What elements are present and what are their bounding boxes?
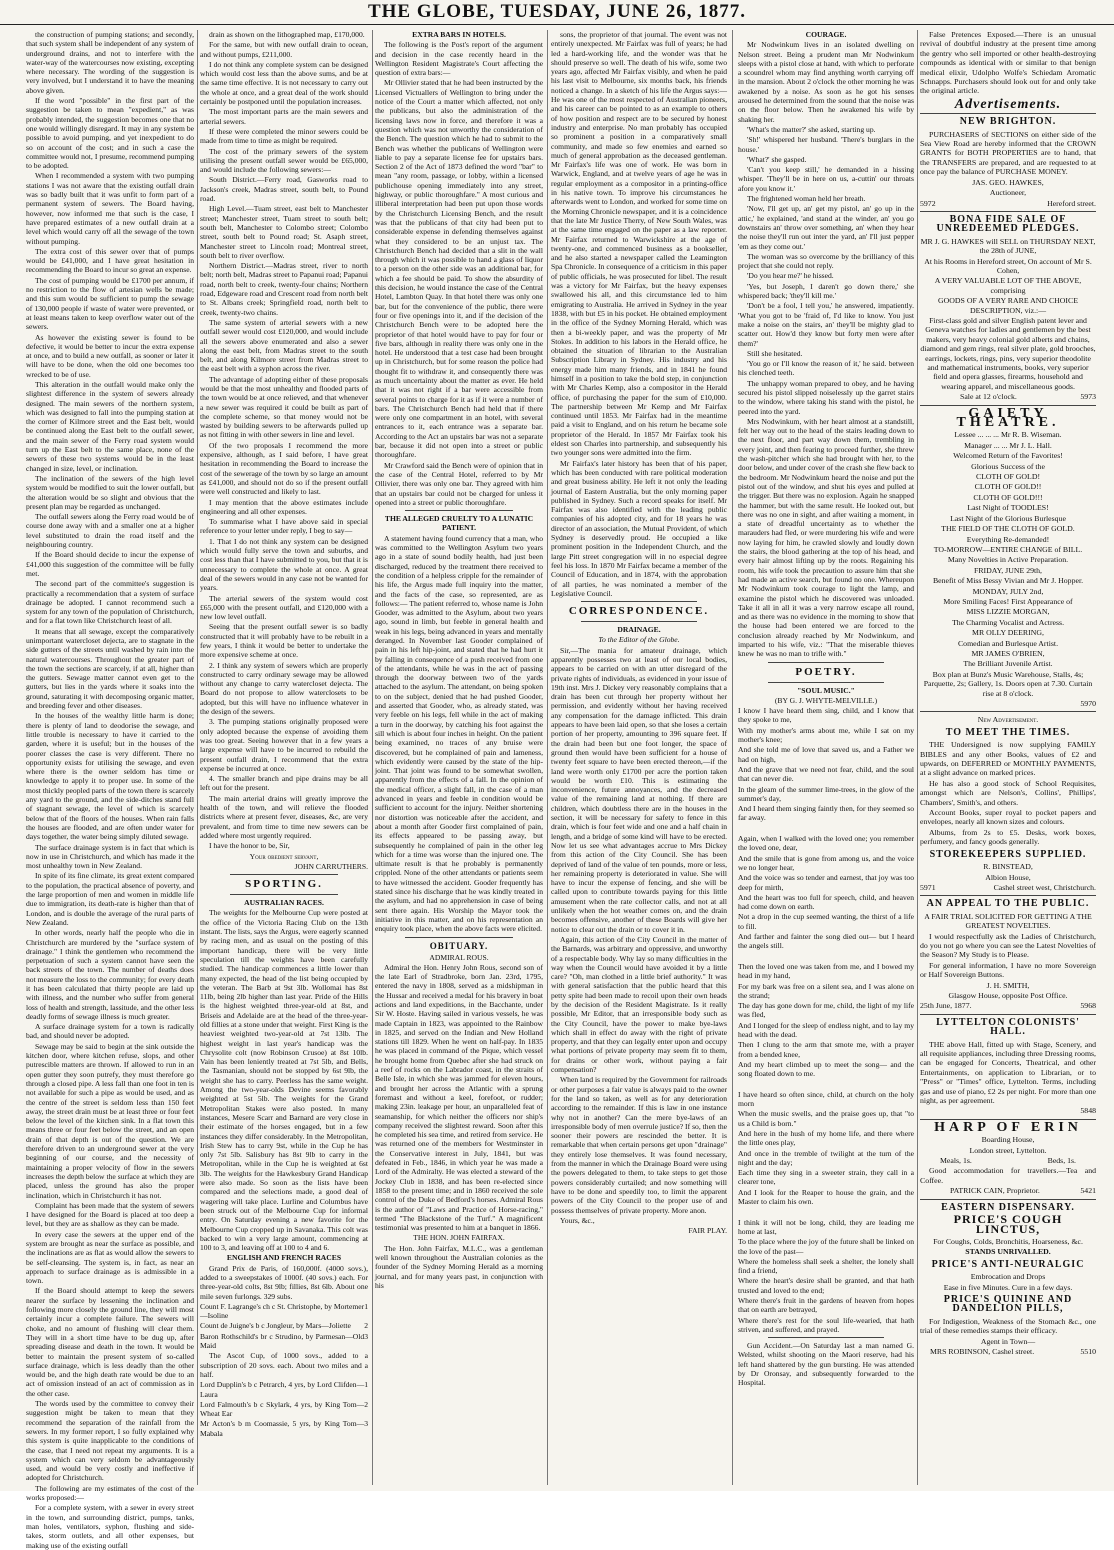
bona-paragraph: MR J. G. HAWKES will SELL on THURSDAY NEXT, the 28th of JUNE,	[920, 236, 1096, 256]
corr-paragraph: When land is required by the Government for railroads or other purposes a fair value is always paid to the owner for the land so taken, as well as for any deterioration according to the remainder. If this is law in one instance why not in another? Can the mere bye-laws of an irresponsible body of men overrule justice? If so, then the sooner their powers are rescinded the better. It is remarkable that when certain persons get upon "drainage" they entirely lose themselves. It was found necessary, from the manner in which the Drainage Board were using the powers delegated to them, to take steps to get those powers considerably curtailed; and now something will have to be done and speedily too, to limit the apparent powers of the City Council to the proper use of and possess themselves of private property. More anon.	[551, 1075, 728, 1215]
times-paragraph: Albums, from 2s to £5. Desks, work boxes, perfumery, and fancy goods generally.	[920, 827, 1096, 847]
gaiety-paragraph: Benefit of Miss Bessy Vivian and Mr J. Hopper.	[932, 576, 1084, 586]
courage-paragraph: Mrs Nodwinkum, with her heart almost at a standstill, felt her way out to the head of the stairs leading down to the next floor, and part way down them, trembling in every joint, and then fearing to proceed further, she threw the wash-pitcher which she had brought with her, to the door below, and under cover of the crash she flew back to the bedroom. Mr Nodwinkum heard the noise and put the pistol out of the window, and shut his eyes and pulled at the trigger. But there was no explosion. Again he snapped the hammer, but with the same result. He looked out, but there was no one in sight, and after waiting a moment, in a state of dreadful uncertainty as to whether the marauders had fled, or were murdering his wife and were now laying for him, he crawled slowly and loudly down the stairs, the blood gathering at the top of his head, and every hair almost lifting up by the roots. Regaining his room, his wife took the precaution to assure him that she had made an active search, but found no one. Whereupon Mr Nodwinkum took courage to light the lamp, and examine the pistol which he discovered was unloaded. Take it all in all it was a very narrow escape all round, and as there was no evidence in the morning to show that the house had been entered we are forced to the conclusion already reached by Mr Nodwinkum, and imparted to his wife, viz.: "That the miserable thieves knew he was no man to trifle with."	[738, 416, 914, 659]
race-horse: Lord Dupplin's b c Petrarch, 4 yrs, by Lord Clifden—Laura	[200, 1380, 365, 1399]
ad-number: 5971	[920, 882, 936, 892]
col2-paragraph: Seeing that the present outfall sewer is so badly constructed that it will probably have to be rebuilt in a few years, I think it would be better to undertake the more expensive scheme at once.	[200, 622, 368, 660]
race-result-row	[200, 1321, 368, 1330]
poem-byline: (BY G. J. WHYTE-MELVILLE.)	[774, 695, 878, 705]
subheading-french-races: ENGLISH AND FRENCH RACES	[226, 1253, 342, 1263]
bona-paragraph: A VERY VALUABLE LOT OF THE ABOVE, comprising	[934, 276, 1082, 295]
letter-salutation: To the Editor of the Globe.	[598, 635, 680, 645]
col4-paragraph: Mr Fairfax's later history has been that of his paper, which has been conducted with rare political moderation and great business ability. He left it not only the leading journal of Eastern Australia, but the only morning paper published in Sydney. Such a record speaks for itself. Mr Fairfax was also identified with the leading public companies of his adopted city, and for 18 years he was director of an association, the Mutual Provident, of which Sydney is deservedly proud. He occupied a like prominent position in the Independent Church, and the large Pitt street congregation will in no especial degree feel his loss. In 1870 Mr Fairfax became a member of the Council of Education, and in 1874, with the approbation of all parties, he was nominated a member of the Legislative Council.	[551, 458, 727, 598]
col1-paragraph: The extra cost of this sewer over that of pumps would be £41,000, and I have great hesitation in recommending the Board to incur so great an expense.	[26, 246, 194, 275]
col2-paragraph: The advantage of adopting either of these proposals would be that the most unhealthy and flooded parts of the town would be at once relieved, and that whenever a new sewer was required it could be built as part of the complete scheme, so that money would not be wasted by building sewers to be afterwards pulled up as not fitting in with other sewers in line and level.	[200, 374, 368, 440]
poem-paragraph: And the grave that we need not fear, child, and the soul that can never die.	[738, 764, 914, 784]
ad-cough-title: PRICE'S COUGH LINCTUS,	[953, 1212, 1063, 1236]
col1-paragraph: As however the existing sewer is found to be defective, it would be better to incur the extra expense at once, and to build a new outfall, as sooner or later it will have to be done, when the old one becomes too wrecked to be of use.	[26, 332, 194, 379]
poem-paragraph: And once in the tremble of twilight at the turn of the night and the day;	[738, 1148, 914, 1167]
heading-obituary: OBITUARY.	[429, 940, 489, 951]
col2-paragraph: I may mention that the above estimates include engineering and all other expenses.	[200, 497, 368, 516]
ad-new-brighton-body: PURCHASERS of SECTIONS on either side of the Sea View Road are hereby informed that the CROWN GRANTS for BOTH PROPERTIES are to hand, that the TRANSFERS are prepared, and are requested to at once pay the balance of PURCHASE MONEY.	[920, 129, 1096, 177]
poem-paragraph: The day has gone down for me, child, the light of my life was fled,	[738, 1001, 914, 1020]
col1-paragraph: The following are my estimates of the cost of the works proposed:—	[26, 1483, 194, 1503]
poem-paragraph: And I heard them singing faintly then, for they seemed so far away.	[738, 804, 914, 823]
column-rule	[547, 30, 548, 1485]
hotels-paragraph: The following is the Post's report of the argument and decision in the case recently heard in the Wellington Resident Magistrate's Court affecting the question of extra bars:—	[375, 40, 543, 78]
courage-paragraph: 'Now, I'll get up, an' get my pistol, an' go up in the attic,' he explained, 'and stand at the winder, an' you go downstairs an' throw over something, an' when they hear the noise they'll run out inter the yard, an' I'll just pepper 'em as they come out.'	[738, 204, 914, 251]
obituary2-paragraph: The Hon. John Fairfax, M.L.C., was a gentleman well known throughout the Australian colonies as the founder of the Sydney Morning Herald as a morning journal, and for many years past, in conjunction with his	[375, 1243, 543, 1290]
poem-paragraph: To the place where the joy of the future shall be linked on the love of the past—	[738, 1237, 914, 1256]
sporting-paragraph: The weights for the Melbourne Cup were posted at the office of the Victoria Racing Club on the 13th instant. The lists, says the Argus, were eagerly scanned by racing men, and as usual on the posting of this important handicap, there will be very little speculation till the weights have been carefully studied. The handicap commences a little lower than many expected, the head of the list being occupied by the veteran. The Barb at 9st 3lb. Wollomai has 8st 11lb, being 2lb higher than last year. Pride of the Hills is the highest weighted three-year-old at 8st, and Briseis and Adelaide are at the head of the three-year-old fillies at a stone under that weight. First King is the heaviest weighted two-year-old at 7st 13lb. The highest weight in last year's handicap was the Chrysolite colt (now Robinson Crusoe) at 8st 10lb. Vain has been leniently treated at 7st 5lb, and Bells, the Tasmanian, should not be stopped by 6st 9lb, the weight she has to carry. Peerless has the same weight. Among the two-year-olds Devine seems favorably weighted at 5st 5lb. The weights for the Grand Metropolitan Stakes were also posted. In many instances, Mesere Scarr and Barnard are very close in their estimate of the horses engaged, but in a few instances they differ considerably. In the Metropolitan, Irish Stew has to carry 9st, while in the Cup he has only 7st 5lb. Salisbury has 8st 9lb to carry in the Metropolitan, while in the Cup he is weighted at 6st 3lb. The weights for the Hawkesbury Grand Handicap were also made. So soon as the lists have been compared and the selections made, a good deal of wagering will take place. Lurline and Columbus have been struck out of the Melbourne Cup for informal entry. On Saturday evening a new favorite for the Melbourne Cup cropped up in Savanaka. This colt was backed to win a very large amount, commencing at 100 to 3, and leaving off at 100 to 4 and 6.	[200, 908, 368, 1253]
col2-paragraph: High Level.—Tuam street, east belt to Manchester street; Manchester street, Tuam street to south belt; south belt, Manchester to Colombo street; Colombo street, south belt to Pound road; St. Asaph street, Manchester street to Lincoln road; Montreal street, south belt to river overflow.	[200, 204, 368, 260]
ad-lyttelton-title: LYTTELTON COLONISTS' HALL.	[936, 1016, 1080, 1038]
gaiety-paragraph: FRIDAY, JUNE 29th,	[973, 565, 1043, 575]
poem-paragraph: And here in the hush of my home life, and there where the little ones play,	[738, 1128, 914, 1148]
gaiety-paragraph: MR OLLY DEERING,	[972, 628, 1044, 638]
col2-paragraph: 1. That I do not think any system can be designed which would fully serve the town and suburbs, and cost less than that I have submitted to you, but that it is unnecessary to complete the whole at once. A great deal of the sewers would in any case not be wanted for years.	[200, 536, 368, 593]
ad-quinine-title: PRICE'S QUININE AND DANDELION PILLS,	[943, 1293, 1073, 1315]
poem-paragraph: I think it will not be long, child, they are leading me home at last,	[738, 1217, 914, 1236]
courage-paragraph: 'You go or I'll know the reason of it,' he said. between his clenched teeth.	[738, 359, 914, 378]
column-6-advertisements	[920, 30, 1096, 1485]
ad-number: 5968	[1080, 1001, 1096, 1011]
column-2	[200, 30, 368, 1485]
stanza-break	[738, 952, 914, 961]
poem-paragraph: For my bark was free on a silent sea, and I was alone on the strand;	[738, 981, 914, 1000]
race-horse: Count F. Lagrange's ch c St. Christophe, by Mortemer—Isoline	[200, 1301, 365, 1321]
ad-new-brighton-title: NEW BRIGHTON.	[959, 116, 1057, 128]
column-1-drainage-report	[26, 30, 194, 1550]
gaiety-paragraph: THE FIELD OF THE CLOTH OF GOLD.	[941, 524, 1075, 534]
courage-paragraph: The frightened woman held her breath.	[747, 194, 866, 204]
masthead	[0, 0, 1114, 25]
ad-cough-sub2: STANDS UNRIVALLED.	[965, 1247, 1051, 1257]
poem-paragraph: And my heart climbed up to meet the song— and the song floated down to me.	[738, 1059, 914, 1079]
poem-paragraph: And the smile that is gone from among us, and the voice we no longer hear,	[738, 853, 914, 872]
poem-paragraph: When the music swells, and the praise goes up, that "to us a Child is born."	[738, 1109, 914, 1128]
gaiety-paragraph: Last Night of TOODLES!	[967, 503, 1049, 513]
poem-paragraph: And the heart was too full for speech, child, and heaven had come down on earth.	[738, 892, 914, 912]
ad-number: 5970	[1080, 699, 1096, 708]
col1-paragraph: The words used by the committee to convey their suggestion might be taken to mean that they recommend the separation of the rainfall from the sewers. In my former report, I so fully explained why this system is quite inapplicable to the conditions of the case, that I need not repeat my arguments. It is a system which can very seldom be advantageously used, and would be very costly and ineffective if adopted for Christchurch.	[26, 1399, 194, 1483]
ad-erin-sub: Boarding House,	[981, 1135, 1035, 1145]
times-paragraph: He has also a good stock of School Requisites, amongst which are Nelson's, Collins', Phillips', Chambers', Smith's, and others.	[920, 778, 1096, 807]
courage-paragraph: Still she hesitated.	[747, 348, 803, 358]
col2-paragraph: 3. The pumping stations originally proposed were only adopted because the expense of avoiding them was too great. Seeing however that in a few years a large expense will have to be incurred to rebuild the present outfall drain, I recommend that the extra expense be incurred at once.	[200, 717, 368, 773]
ad-number: 5973	[1080, 392, 1096, 402]
obituary-subject-1: ADMIRAL ROUS.	[429, 952, 489, 962]
column-4	[551, 30, 727, 1485]
courage-paragraph: 'Don't be a fool, I tell you,' he answered, impatiently. 'What you got to be 'fraid of, I'd like to know. You just make a noise on the stairs, an' they'll be mighty glad to scatter out. How'd they know but forty men were after them?'	[738, 301, 914, 348]
col2-paragraph: Northern District.—Madras street, river to north belt; north belt, Madras street to Papanui road; Papanui road, north belt to creek, twenty-four chains; Northern road, Edgeware road and Crescent road from north belt to St. Albans creek; Springfield road, north belt to creek, twenty-two chains.	[200, 261, 368, 317]
stanza-break	[738, 1079, 914, 1088]
letter-signature: FAIR PLAY.	[688, 1226, 727, 1236]
gaiety-paragraph: The Brilliant Juvenile Artist.	[963, 659, 1053, 669]
ad-erin-beds: Beds, 1s.	[1047, 1156, 1076, 1166]
heading-correspondence: CORRESPONDENCE.	[568, 605, 710, 618]
ad-sale-time: Sale at 12 o'clock.	[960, 392, 1017, 402]
times-paragraph: Account Books, super royal to pocket papers and envelopes, nearly all known sizes and colours.	[920, 808, 1096, 827]
gaiety-paragraph: Everything Re-demanded!	[966, 534, 1050, 544]
col1-paragraph: For a complete system, with a sewer in every street in the town, and surrounding district, pumps, tanks, man holes, ventilators, syphon, flushing and side-takes, storm outlets, and all other expenses, but making use of the existing outfall	[26, 1503, 194, 1550]
signature-name: JOHN CARRUTHERS.	[294, 861, 368, 871]
corr-paragraph: Sir,—The mania for amateur drainage, which apparently possesses two at least of our local bodies, appears to be carried on with an utter disregard of the private rights of individuals, as evidenced in your issue of 19th inst. Mrs J. Dickey very reasonably complains that a drain has been cut through her property without her permission, and evidently without her having received any compensation for the damage inflicted. This drain appears to have been laid open, so that she loses a certain portion of her property, amounting to 396 square feet. If the drain had been but one foot longer, the space of ground then would have been sufficient for a house of twenty feet square to have been erected thereon,—if the land were worth only £1700 per acre the portion taken would be worth £10. This is estimating the inconvenience, future annoyances, and the decreased value of the remaining land at nothing. If there are children, which doubtless there are in the houses in the section, it will be necessary for safety to fence in this drain, which is four feet wide and one and a half chain in length, and a bridge of some kind will have to be erected. Now let us see what advantages accrue to Mrs Dickey from this action of the City Council. She has been deprived of land of the value of ten pounds, more or less, her remaining property is deteriorated in value. She will have to incur the expense of fencing, and she will be called upon to contribute towards paying for this little amusement when the rate collector calls, and not at all unlikely when the hot weather comes on, and the drain becomes offensive, another of these Boards will give her notice to clear out the drain or to cover it in.	[551, 645, 727, 934]
col1-paragraph: The surface drainage system is in fact that which is now in use in Christchurch, and which has made it the most unhealthy town in New Zealand.	[26, 842, 194, 871]
col4-paragraph: sons, the proprietor of that journal. The event was not entirely unexpected. Mr Fairfax was full of years; he had led a hard-working life, and the wonder was that he should preserve so well. The death of his wife, some two years ago, affected Mr Fairfax visibly, and when he paid his last visit to Melbourne, six months back, his friends noticed a change. In a sketch of his life the Argus says:—He was one of the most respected of Australian pioneers, and his career can be pointed to as an example to others of how position and respect are to be secured by honest industry and enterprise. No man probably has occupied so prominent a position in a comparatively small community, and made so few enemies and earned so much of general approbation as the deceased gentleman. Mr Fairfax's life was one of work. He was born in Warwick, England, and at twelve years of age he was in regular employment as a compositor in a printing-office in his native town. To improve his circumstances he afterwards went to London, and worked for some time on the Morning Chronicle newspaper, and it is a coincidence that the late Mr Justice Therry, of New South Wales, was at the same time engaged on the paper as a law reporter. Mr Fairfax returned to Warwickshire at the age of twenty-one, and commenced business as a bookseller, and he also started a newspaper called the Leamington Spa Chronicle. In consequence of a criticism in this paper of public officials, he was prosecuted for libel. The result was a victory for Mr Fairfax, but the heavy expenses swallowed his all, and this circumstance led to him emigrating to Australia. He arrived in Sydney in the year 1838, with but £5 in his pocket. He obtained employment in the office of the Sydney Morning Herald, which was then a bi-weekly paper, and was the property of Mr Stokes. In addition to his labors in the Herald office, he obtained the situation of librarian to the Australian Subscription Library in Sydney. His industry and his energy made him many friends, and in 1841 he found himself in a position to take the bold step, in conjunction with Mr Charles Kemp, also a compositor in the Herald office, of purchasing the paper for the sum of £10,000. The partnership between Mr Kemp and Mr Fairfax continued until 1853. Mr Fairfax had in the meantime paid a visit to England, and on his return he became sole proprietor of the Herald. In 1857 Mr Fairfax took his eldest son Charles into partnership, and subsequently his two younger sons were admitted into the firm.	[551, 30, 727, 458]
gaiety-paragraph: MR JAMES O'BRIEN,	[971, 648, 1045, 658]
ad-new-brighton-role: Auctioneer,	[989, 188, 1027, 198]
ad-erin-sig: PATRICK CAIN, Proprietor.	[950, 1186, 1040, 1196]
poem-paragraph: And farther and fainter the song died out— but I heard the angels still.	[738, 932, 914, 951]
column-rule	[732, 30, 733, 1485]
ad-gaiety-title: GAIETY THEATRE.	[956, 405, 1060, 431]
gaiety-paragraph: MONDAY, JULY 2nd,	[972, 586, 1044, 596]
column-rule	[372, 30, 373, 1485]
column-rule	[917, 30, 918, 1485]
signature-line: Your obedient servant,	[249, 851, 319, 861]
gaiety-paragraph: CLOTH OF GOLD!!!	[973, 492, 1043, 502]
col2-paragraph: To summarise what I have above said in special reference to your letter under reply, I beg to say—	[200, 517, 368, 536]
col1-paragraph: In spite of its fine climate, its great extent compared to the population, the practical absence of poverty, and the large proportion of men and women in middle life due to immigration, its death-rate is higher than that of London, and is double the average of the rural parts of New Zealand.	[26, 871, 194, 927]
ad-gaiety-lessee: Lessee ... ... ... Mr R. B. Wiseman.	[954, 430, 1062, 440]
courage-paragraph: Mr Nodwinkum lives in an isolated dwelling on Nelson street. Being a prudent man Mr Nodwinkum sleeps with a pistol close at hand, with which to perforate a scoundrel whom may find anything worth carrying off in the mansion. About 2 o'clock the other morning he was awakened by a noise. As soon as he got his senses aroused he determined from the sound that the noise was on the floor below. Then he awakened his wife by shaking her.	[738, 40, 914, 124]
poem-paragraph: And she told me of love that saved us, and a Father we had on high,	[738, 745, 914, 764]
poem-paragraph: And I longed for the sleep of endless night, and to lay my head with the dead.	[738, 1020, 914, 1039]
col2-paragraph: The cost of the primary sewers of the system utilising the present outfall sewer would be £65,000, and would include the following sewers:—	[200, 146, 368, 175]
lunatic-paragraph: A statement having found currency that a man, who was committed to the Wellington Asylum two years ago in a state of sound bodily health, had just been discharged, reduced by the treatment there received to the condition of a helpless cripple for the remainder of his life, the Argus made full inquiry into the matter, and the facts of the case, so represented, are as follows:— The patient referred to, whose name is John Gooder, was admitted to the Asylum, about two years ago, sound in limb, but feeble in general health and weak in his legs, being advanced in years and mentally deranged. In November last Gooder complained of pain in his left hip-joint, and stated that he had hurt it by falling in consequence of a push received from one of the attendants, while he was in the act of passing through the doorway between two of the yards attached to the asylum. The attendant, on being spoken to on the subject, denied that he had pushed Gooder, and asserted that Gooder, who, as already stated, was very feeble on his legs, fell while in the act of making a turn in the doorway, by catching his foot against the sill which is about four inches in height. On the patient being examined, no traces of any bruise were discovered, but he complained of pain and lameness, which evidently were caused by the state of the hip-joint. That joint was found to be somewhat swollen, apparently from the effects of a fall. In the opinion of the medical officer, a slight fall, in the case of a man advanced in years and feeble in condition would be sufficient to account for the injury. Neither shortening nor distortion was noticeable after the accident, and about a month after Gooder first complained of pain, its effects appeared to be passing away, but subsequently he complained of pain in the other leg which for a time was worse than the injured one. The ultimate result is that he probably is permanently crippled. None of the other attendants or patients seem to have witnessed the accident. Gooder frequently has stated since his discharge that he was kindly treated in the asylum, and had no apprehension in case of being sent there again. His Worship the Mayor took the initiative in this matter, and on his representation an enquiry took place, when the above facts were elicited.	[375, 533, 543, 934]
col1-paragraph: This alteration in the outfall would make only the slightest difference in the system of sewers already designed. The main sewers of the northern system, which was designed to fall into the pumping station at the corner of Kilmore street and the East belt, would be continued along the East belt to the outfall sewer, and the main sewer of the Ferry road system would turn up the East belt to the same place, none of the sewers of these two systems would be in the least changed in size, level, or inclination.	[26, 379, 194, 473]
poem-paragraph: And I look for the Reaper to house the grain, and the Master to claim his own.	[738, 1187, 914, 1207]
subheading-drainage: DRAINAGE.	[617, 625, 661, 635]
poem-paragraph: Where there's fruit in the gardens of heaven from hopes that on earth are betrayed,	[738, 1296, 914, 1315]
ad-pledges-title: BONA FIDE SALE OF UNREDEEMED PLEDGES.	[936, 213, 1080, 235]
corr-paragraph: Again, this action of the City Council in the matter of the Barnards, was arbitrary and oppressive, and unworthy of a respectable body. Why lay so many difficulties in the way when the Council would have avoided it by a little care? "Oh, man clothed in a little brief authority." It was with general satisfaction that the public heard that this petty spite had been made to recoil upon their own heads by the decision of the Resident Magistrate. Is it really possible, Mr Editor, that an irresponsible body such as the City Council, have the power to make bye-laws which shall in effect do away with the right of private property, and that they can legally enter upon and occupy what portions of private property may seem fit to them, for drains or other work, without paying a fair compensation?	[551, 934, 727, 1075]
column-rule	[197, 30, 198, 1485]
bona-paragraph: GOODS OF A VERY RARE AND CHOICE DESCRIPTION, viz.:—	[938, 296, 1078, 315]
courage-paragraph: 'Can't you keep still,' he demanded in a hissing whisper. 'They'll be in here on us, a-cuttin' our throats afore you know it.'	[738, 165, 914, 193]
col1-paragraph: The cost of pumping would be £1700 per annum, if no restriction to the flow of artesian wells be made; and this sum would be sufficient to pump the sewage of 130,000 people if waste of water were prevented, or at least means taken to keep overflow water out of the sewers.	[26, 275, 194, 332]
gaiety-paragraph: CLOTH OF GOLD!!	[974, 482, 1042, 492]
hotels-paragraph: Mr Ollivier stated that he had been instructed by the Licensed Victuallers of Wellington to bring under the notice of the Court a matter which affected, not only the publicans, but also the administration of the licensing laws now in force, and therefore it was a question which was not unworthy the consideration of the Bench. The question which he had to submit to the Bench was whether the publicans of Wellington were liable to pay a separate license fee for upstairs bars. Section 2 of the Act of 1873 defined the word "bar" to mean "any room, passage, or lobby, within a licensed publichouse opening immediately into any street, highway, or public thoroughfare." A most curious and illiberal interpretation had been put upon those words by the Christchurch Licensing Bench, and the result was that the publicans of that city had been put to considerable expense in defending themselves against what they considered to be an unjust tax. The Christchurch Bench had decided that a slit in the wall through which it was possible to hand a glass of liquor to a person on the other side was an additional bar, for which a fee should be paid. To show the absurdity of this decision, he would instance the case of the Central Hotel, Lambton Quay. In that hotel there was only one bar, but for the convenience of the public, there were four or five openings into it, and if the decision of the Christchurch Bench were to be adopted here the proprietor of that hotel would have to pay for four or five bars, although in reality there was only one in the hotel. He understood that a test case had been brought up in Christchurch, but for some reason the police had thought fit to withdraw it, and consequently there was as much uncertainty about the matter as ever. He held that it was not right if a bar were accessible from several points to charge for it as if it were a number of bars. The Christchurch Bench had held that if there were only one compartment in an hotel, with several entrances to it, each entrance was a separate bar. According to the Act an upstairs bar was not a separate bar, because it did not open into a street or public thoroughfare.	[375, 78, 543, 460]
gaiety-paragraph: Last Night of the Glorious Burlesque	[950, 513, 1066, 523]
ad-appeal-sub: A FAIR TRIAL SOLICITED FOR GETTING A THE GREATEST NOVELTIES.	[924, 911, 1092, 931]
col2-paragraph: South District.—Ferry road, Gasworks road to Jackson's creek, Madras street, south belt, to Pound road.	[200, 175, 368, 204]
french-paragraph: Grand Prix de Paris, of 160,000f. (4000 sovs.), added to a sweepstakes of 1000f. (40 sovs.) each. For three-year-old colts, 8st 9lb; fillies, 8st 6lb. About one mile seven furlongs. 329 subs.	[200, 1263, 368, 1301]
column-3	[375, 30, 543, 1485]
poem-paragraph: I have heard so often since, child, at church on the holy morn	[738, 1089, 914, 1109]
stanza-break	[738, 1207, 914, 1216]
col2-paragraph: The arterial sewers of the system would cost £65,000 with the present outfall, and £120,000 with a new low level outfall.	[200, 593, 368, 622]
ad-appeal-addr: Glasgow House, opposite Post Office.	[948, 990, 1068, 1000]
subheading-australian-races: AUSTRALIAN RACES.	[244, 898, 324, 908]
courage-paragraph: 'Do you hear me?' he hissed.	[747, 271, 834, 281]
race-position: 1	[364, 1301, 368, 1311]
col2-paragraph: I do not think any complete system can be designed which would cost less than the above sums, and be at the same time effective. It is not necessary to carry out the whole at once, and a great deal of the work should certainly be postponed until the population increases.	[200, 59, 368, 107]
ad-neuralgic-title: PRICE'S ANTI-NEURALGIC	[931, 1258, 1085, 1270]
poem-paragraph: Each time they sing in a sweeter strain, they call in a clearer tone,	[738, 1168, 914, 1187]
ad-store-house: Albion House,	[985, 872, 1031, 882]
ad-erin-meals: Meals, 1s.	[940, 1156, 972, 1166]
col1-paragraph: The outfall sewers along the Ferry road would be of course done away with and a smaller one at a higher level substituted to drain the road itself and the neighbouring country.	[26, 512, 194, 550]
courage-paragraph: 'Sh!' whispered her husband. 'There's burglars in the house.'	[738, 135, 914, 154]
poem-paragraph: With my mother's arms about me, while I sat on my mother's knee;	[738, 725, 914, 745]
obituary1-paragraph: Admiral the Hon. Henry John Rous, second son of the late Earl of Stradbroke, born Jan. 23rd, 1795, entered the navy in 1808, served as a midshipman in the Hussar and received a medal for his bravery in boat actions and land expeditions, in the Bacchante, under Sir W. Hoste. Having sailed in various vessels, he was made Captain in 1823, was appointed to the Rainbow in 1825, and served on the Indian and New Holland stations till 1829. When he went on half-pay. In 1835 he was placed in command of the Pique, which vessel he brought home from Quebec after she had struck on a reef of rocks on the Labrador coast, in the straits of Belle Isle, in which she was jammed for eleven hours, and brought her across the Atlantic with a sprung foremast and without a keel, forefoot, or rudder; making 23in. leakage per hour, an unparalleled feat of seamanship, for which neither the officers nor ship's company received the slightest reward. Soon after this he completed his sea time, and retired from service. He was returned one of the members for Westminster in the Conservative interest in July, 1841, but was defeated in Feb., 1846, in which year he was made a Lord of the Admiralty. He was elected a steward of the Jockey Club in 1838, and has been re-elected since 1858 to the present time; and in 1860 received the sole control of the Duke of Bedford's horses. Admiral Rous is the author of "Laws and Practice of Horse-racing," termed "The Blackstone of the Turf." A magnificent testimonial was presented to him at a banquet in 1866.	[375, 962, 543, 1233]
ad-erin-text: Good accommodation for travellers.—Tea and Coffee.	[920, 1166, 1096, 1185]
ad-gaiety-manager: Manager ... ... Mr J. L. Hall.	[964, 440, 1052, 450]
poem-paragraph: Not a drop in the cup seemed wanting, the thirst of a life to fill.	[738, 912, 914, 931]
heading-poetry: POETRY.	[795, 665, 857, 678]
heading-lunatic: THE ALLEGED CRUELTY TO A LUNATIC PATIENT.	[384, 514, 534, 533]
bona-paragraph: At his Rooms in Hereford street, On account of Mr S. Cohen,	[924, 256, 1092, 275]
race-position: 3	[364, 1331, 368, 1341]
gaiety-paragraph: Welcomed Return of the Favorites!	[953, 451, 1063, 461]
race-horse: Baron Rothschild's br c Strudino, by Parmesan—Old Maid	[200, 1331, 365, 1351]
false-pretences-item: False Pretences Exposed.—There is an unusual revival of doubtful industry at the present time among the gentry who sell imported or other health-destroying compounds as identical with or similar to that benign medical elixir, Udolpho Wolfe's Schiedam Aromatic Schnapps. Purchasers should look out for and only take the original article.	[920, 30, 1096, 96]
gaiety-paragraph: Many Novelties in Active Preparation.	[947, 555, 1069, 565]
gaiety-paragraph: More Smiling Faces! First Appearance of	[943, 596, 1073, 606]
poem-title: "SOUL MUSIC."	[797, 685, 855, 695]
column-5	[738, 30, 914, 1485]
poem-paragraph: Then the loved one was taken from me, and I bowed my head in my hand,	[738, 961, 914, 981]
col2-paragraph: 4. The smaller branch and pipe drains may be all left out for the present.	[200, 774, 368, 793]
heading-courage: COURAGE.	[805, 30, 847, 39]
race-result-row	[200, 1400, 368, 1419]
poem-paragraph: Again, when I walked with the loved one; you remember the loved one, dear,	[738, 834, 914, 853]
new-advertisement-label: New Advertisement.	[977, 715, 1039, 725]
ad-storekeepers-title: STOREKEEPERS SUPPLIED.	[929, 848, 1087, 860]
poem-paragraph: Where the heart's desire shall be granted, and that hath trusted and loved to the end;	[738, 1276, 914, 1295]
race-horse: Count de Juigne's b c Jongleur, by Mars—Joliette	[200, 1321, 351, 1331]
col1-paragraph: It means that all sewage, except the comparatively unimportant watercloset dejecta, are to stagnate in the side gutters of the streets until washed by rain into the natural watercourses. Throughout the greater part of the town the sections are scarcely, if at all, higher than the gutters. Sewage matter cannot even get to the gutters, but lies in the yards where it soaks into the ground, saturating it with decomposing organic matter, and breeding fever and other diseases.	[26, 626, 194, 711]
appeal-paragraph: For general information, I have no more Sovereign or Half Sovereign Buttons.	[920, 960, 1096, 980]
ad-neuralgic-sub: Embrocation and Drops	[970, 1272, 1046, 1282]
ascot-paragraph: The Ascot Cup, of 1000 sovs., added to a subscription of 20 sovs. each. About two miles and a half.	[200, 1351, 368, 1379]
race-result-row	[200, 1419, 368, 1438]
col2-paragraph: The same system of arterial sewers with a new outfall sewer would cost £120,000, and would include all the sewers above enumerated and also a sewer along the east belt, from Madras street to the south belt, and along Kilmore street from Madras street to the east belt with a syphon across the river.	[200, 317, 368, 374]
ad-address: Cashel street west, Christchurch.	[993, 882, 1096, 892]
ad-number: 5972	[920, 198, 936, 208]
col2-paragraph: 2. I think any system of sewers which are properly constructed to carry ordinary sewage may be allowed without any change to carry watercloset dejecta. The Board do not propose to allow waterclosets to be adopted, but this will have no influence whatever in the design of the sewers.	[200, 660, 368, 717]
race-result-row	[200, 1380, 368, 1399]
col1-paragraph: If the word "possible" in the first part of the suggestion be taken to mean "expedient," as was probably intended, the suggestion becomes one that no one would willingly disregard. It may in any system be possible to avoid pumping, and yet inexpedient to do so on account of the cost; and in such a case the committee would not, I presume, recommend pumping to be adopted.	[26, 96, 194, 171]
stanza-break	[738, 824, 914, 833]
ad-cough-sub: For Coughs, Colds, Bronchitis, Hoarseness, &c.	[933, 1236, 1083, 1246]
courage-paragraph: 'Yes, but Joseph, I daren't go down there,' she whispered back; 'they'll kill me.'	[738, 281, 914, 301]
race-position: 3	[364, 1419, 368, 1429]
ad-appeal-title: AN APPEAL TO THE PUBLIC.	[926, 898, 1090, 910]
ad-agent-name: MRS ROBINSON, Cashel street.	[930, 1346, 1035, 1356]
poem-paragraph: Where there's rest for the soul life-wearied, that hath striven, and suffered, and prayed.	[738, 1315, 914, 1334]
gun-accident-item: Gun Accident.—On Saturday last a man named G. Welsted, whilst shooting on the Maori reserve, had his left hand shattered by the gun bursting. He was attended by Dr Oronsay, and subsequently forwarded to the Hospital.	[738, 1341, 914, 1388]
col1-paragraph: In other words, nearly half the people who die in Christchurch are murdered by the "surface system of drainage." I think the gentlemen who recommend the perpetuation of such a system cannot have seen the back streets of the town. The number of deaths does not measure the loss to the community; for every death it has been calculated that thirty people are laid up with illness, and the number who suffer from general loss of health and strength, lassitude, and the other less deadly forms of sewage illness is much greater.	[26, 928, 194, 1021]
hotels-paragraph: Mr Crawford said the Bench were of opinion that in the case of the Central Hotel, referred to by Mr Ollivier, there was only one bar. They agreed with him that an upstairs bar could not be charged for unless it opened into a street or public thoroughfare.	[375, 460, 543, 507]
ad-appeal-sig: J. H. SMITH,	[986, 980, 1030, 990]
race-result-row	[200, 1302, 368, 1321]
race-position: 2	[364, 1399, 368, 1409]
ad-agent: Agent in Town—	[980, 1336, 1036, 1346]
race-position: 1	[364, 1380, 368, 1390]
bona-paragraph: First-class gold and silver English patent lever and Geneva watches for ladies and gentlemen by the best makers, very heavy colonial gold alberts and chains, diamond and gem rings, real silver plate, gold brooches, earrings, lockets, rings, pins, very superior theodolite and mathematical instruments, books, very superior field and opera glasses, firearms, household and wearing apparel, and miscellaneous goods.	[920, 315, 1096, 391]
gaiety-paragraph: Glorious Success of the	[971, 461, 1045, 471]
col1-paragraph: Sewage may be said to begin at the sink outside the kitchen door, where kitchen refuse, slops, and other putrescible matters are thrown. If allowed to run in an open gutter they soon putrefy, they must therefore go through a closed pipe. A less fall than one foot in ten is not available for such a pipe as would be used, and as the centre of the street is seldom less than 150 feet away, the street drain must be at least three or four feet below the level of the kitchen sink. In a flat town this means three or four feet below the street, and an open drain of that depth is out of the question. We are therefore driven to an underground sewer at the very beginning of our course, and the necessity of maintaining a proper velocity of flow in the sewers increases the depth below the surface at which they are placed, unless the ground has also the proper inclination, which in Christchurch it has not.	[26, 1041, 194, 1200]
col2-paragraph: Of the two proposals I recommend the more expensive, although, as I said before, I have great hesitation in recommending the Board to increase the cost of the sewerage of the town by so large an amount as £41,000, and should not do so if the present outfall were well constructed and likely to last.	[200, 440, 368, 497]
ad-number: 5848	[1080, 1106, 1096, 1116]
ad-lyttelton-body: THE above Hall, fitted up with Stage, Scenery, and all requisite appliances, including three Dressing rooms, can be engaged for Concerts, Theatrical, and other Entertainments, on application to Librarian, or to "Press" or "Times" office, Lyttelton. Terms, including gas and use of piano, £2 2s per night. For more than one night, as per agreement.	[920, 1039, 1096, 1106]
col2-paragraph: I have the honor to be, Sir,	[209, 841, 290, 851]
col1-paragraph: If the Board should attempt to keep the sewers nearer the surface by lessening the inclination and following more closely the ground line, they will most certainly incur a complete failure. The sewers will choke, and no amount of flushing will clear them. They will in a short time have to be dug up, after spreading disease and death in the town. It would be better to maintain the present system of so-called surface drainage, which is less deadly than the other would be, and the high death rate would be due to an act of omission instead of an act of commission as in the other case.	[26, 1286, 194, 1398]
col2-paragraph: If these were completed the minor sewers could be made from time to time as might be required.	[200, 126, 368, 146]
gaiety-paragraph: CLOTH OF GOLD!	[975, 472, 1041, 482]
gaiety-paragraph: Box plan at Bunz's Music Warehouse, Stalls, 4s; Parquette, 2s; Gallery, 1s. Doors open at 7.30. Curtain rise at 8 o'clock.	[923, 669, 1093, 698]
ad-number: 5421	[1080, 1186, 1096, 1196]
col1-paragraph: Complaint has been made that the system of sewers I have designed for the Board is placed at too deep a level, but they are as shallow as they can be made.	[26, 1200, 194, 1229]
heading-extra-bars: EXTRA BARS IN HOTELS.	[412, 30, 506, 39]
col2-paragraph: The most important parts are the main sewers and arterial sewers.	[200, 107, 368, 126]
col1-paragraph: The second part of the committee's suggestion is practically a recommendation that a system of surface drainage be adopted. I cannot recommend such a system for any town of the population of Christchurch, and for a flat town like Christchurch least of all.	[26, 579, 194, 626]
col1-paragraph: The inclination of the sewers of the high level system would be modified to suit the lower outfall, but the alteration would be so slight and obvious that the present plan may be regarded as unchanged.	[26, 473, 194, 511]
col2-paragraph: drain as shown on the lithographed map, £170,000.	[209, 30, 365, 39]
advertisements-banner: Advertisements.	[954, 96, 1062, 112]
section-heading-sporting: SPORTING.	[245, 878, 323, 891]
ad-erin-addr: London street, Lyttelton.	[969, 1145, 1047, 1155]
ad-address: Hereford street.	[1047, 198, 1096, 208]
ad-dispensary-title: EASTERN DISPENSARY.	[941, 1201, 1075, 1213]
obituary-subject-2: THE HON. JOHN FAIRFAX.	[413, 1233, 505, 1243]
race-horse: Mr Acton's b m Coomassie, 5 yrs, by King Tom—Mabala	[200, 1419, 365, 1438]
col1-paragraph: the construction of pumping stations; and secondly, that such system shall be independent of any system of underground drains, and not to interfere with the water-way of the watercourses now existing, excepting where necessary. The wording of the suggestion is very involved, but I understand it to have the meaning above given.	[26, 30, 194, 95]
masthead-title: THE GLOBE, TUESDAY, JUNE 26, 1877.	[367, 1, 747, 22]
ad-times-title: TO MEET THE TIMES.	[945, 726, 1071, 738]
col1-paragraph: If the Board should decide to incur the expense of £41,000 this suggestion of the committee will be fully met.	[26, 550, 194, 578]
ad-store-sig: R. BINSTEAD,	[983, 862, 1033, 872]
poem-paragraph: Then I clung to the arm that smote me, with a prayer from a bended knee,	[738, 1040, 914, 1059]
col1-paragraph: In every case the sewers at the upper end of the system are brought as near the surface as possible, and the inclinations are as flat as would allow the sewers to be self-cleansing. The system is, in fact, as near an approach to surface drainage as is admissible in a town.	[26, 1229, 194, 1286]
gaiety-paragraph: TO-MORROW—ENTIRE CHANGE of BILL.	[933, 544, 1083, 554]
ad-quinine-sub: For Indigestion, Weakness of the Stomach &c., one trial of these remedies stamps their efficacy.	[920, 1316, 1096, 1336]
poem-paragraph: I know I have heard them sing, child, and I know that they spoke to me,	[738, 706, 914, 725]
gaiety-paragraph: Comedian and Burlesque Artist.	[957, 638, 1059, 648]
courage-paragraph: The woman was so overcome by the brilliancy of this project that she could not reply.	[738, 251, 914, 271]
col2-paragraph: The main arterial drains will greatly improve the health of the town, and will relieve the flooded districts where at present fever, diseases, &c, are very prevalent, and from time to time new sewers can be added where most urgently required.	[200, 793, 368, 840]
ad-erin-title: HARP OF ERIN	[934, 1119, 1082, 1135]
col1-paragraph: When I recommended a system with two pumping stations I was not aware that the existing outfall drain was so badly built that it was unfit to form part of a permanent system of sewers. The Board having, however, now informed me that such is the case, I have prepared estimates of a new outfall drain at a level which would carry off all the sewage of the town without pumping.	[26, 171, 194, 246]
courage-paragraph: 'What?' she gasped.	[747, 154, 807, 164]
poem-paragraph: Where the homeless shall seek a shelter, the lonely shall find a friend,	[738, 1256, 914, 1276]
corr-paragraph: Yours, &c.,	[560, 1215, 595, 1225]
appeal-paragraph: I would respectfully ask the Ladies of Christchurch, do you not go where you can see the Latest Novelties of the Season? My Study is to Please.	[920, 931, 1096, 960]
gaiety-paragraph: The Charming Vocalist and Actress.	[951, 617, 1065, 627]
race-horse: Lord Falmouth's b c Skylark, 4 yrs, by King Tom—Wheat Ear	[200, 1399, 365, 1419]
ad-new-brighton-sig: JAS. GEO. HAWKES,	[972, 177, 1044, 187]
poem-paragraph: And the voice was so tender and earnest, that joy was too deep for mirth,	[738, 873, 914, 892]
col1-paragraph: In the houses of the wealthy little harm is done; there is plenty of land to deodorise the sewage, and little trouble is necessary to have it carried to the garden, where it is useful; but in the houses of the poorer classes the case is very different. There no opportunity exists for utilising the sewage, and even where there is the owner seldom has time or knowledge to apply it to proper use. In some of the most thickly peopled parts of the town there is scarcely any yard to the ground, and the side-ditches stand full of stagnant sewage, the level of which is scarcely below that of the floors of the houses. When rain falls the houses are flooded, and are often under water for days together, the water being simply diluted sewage.	[26, 711, 194, 842]
ad-date: 25th June, 1877.	[920, 1001, 972, 1011]
courage-paragraph: The unhappy woman prepared to obey, and he having secured his pistol slipped noiselessly up the garret stairs to the window, where taking his stand with the pistol, he peered into the yard.	[738, 378, 914, 416]
race-position: 2	[364, 1321, 368, 1331]
ad-number: 5510	[1080, 1346, 1096, 1356]
times-paragraph: THE Undersigned is now supplying FAMILY BIBLES and any other Books, values of £2 and upwards, on DEFERRED or MONTHLY PAYMENTS, at a slight advance on marked prices.	[920, 740, 1096, 778]
ad-neuralgic-sub2: Ease in five Minutes. Cure in a few days.	[943, 1282, 1073, 1292]
col1-paragraph: A surface drainage system for a town is radically bad, and should never be adopted.	[26, 1022, 194, 1041]
col2-paragraph: For the same, but with new outfall drain to ocean, and without pumps, £211,000.	[200, 40, 368, 59]
race-result-row	[200, 1332, 368, 1351]
poem-paragraph: In the gleam of the summer lime-trees, in the glow of the summer's day,	[738, 784, 914, 803]
courage-paragraph: 'What's the matter?' she asked, starting up.	[747, 124, 876, 134]
gaiety-paragraph: MISS LIZZIE MORGAN,	[966, 607, 1050, 617]
